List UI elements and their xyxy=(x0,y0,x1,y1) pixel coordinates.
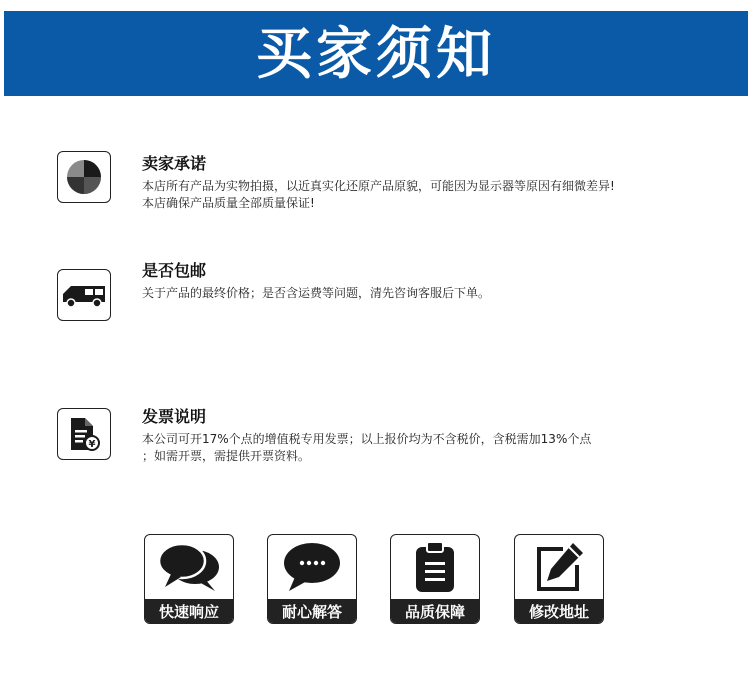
svg-text:¥: ¥ xyxy=(88,439,96,450)
section-text-line: 关于产品的最终价格；是否含运费等问题，清先咨询客服后下单。 xyxy=(142,286,491,300)
section-text xyxy=(142,431,682,465)
section-text-line: 本店所有产品为实物拍摄，以近真实化还原产品原貌，可能因为显示器等原因有细微差异! xyxy=(142,179,615,193)
page-title: 买家须知 xyxy=(256,20,496,87)
invoice-document-icon xyxy=(57,408,111,460)
tile-quality-assurance xyxy=(390,534,480,624)
tile-label: 耐心解答 xyxy=(268,599,356,623)
tile-change-address xyxy=(514,534,604,624)
pie-chart-icon xyxy=(57,151,111,203)
section-title: 发票说明 xyxy=(142,407,207,426)
tile-label: 修改地址 xyxy=(515,599,603,623)
edit-pencil-icon xyxy=(515,535,603,599)
clipboard-list-icon xyxy=(391,535,479,599)
section-text-line: 本公司可开17%个点的增值税专用发票；以上报价均为不含税价，含税需加13%个点 xyxy=(142,432,592,446)
chat-bubbles-icon xyxy=(145,535,233,599)
speech-bubble-dots-icon xyxy=(268,535,356,599)
tile-label: 快速响应 xyxy=(145,599,233,623)
tile-patient-answers xyxy=(267,534,357,624)
section-text xyxy=(142,178,682,212)
delivery-truck-icon xyxy=(57,269,111,321)
tile-fast-response xyxy=(144,534,234,624)
section-text xyxy=(142,285,682,302)
header-banner xyxy=(4,11,748,96)
section-text-line: ；如需开票，需提供开票资料。 xyxy=(142,449,311,463)
section-title: 是否包邮 xyxy=(142,261,207,280)
section-text-line: 本店确保产品质量全部质量保证! xyxy=(142,196,315,210)
section-title: 卖家承诺 xyxy=(142,154,207,173)
tile-label: 品质保障 xyxy=(391,599,479,623)
